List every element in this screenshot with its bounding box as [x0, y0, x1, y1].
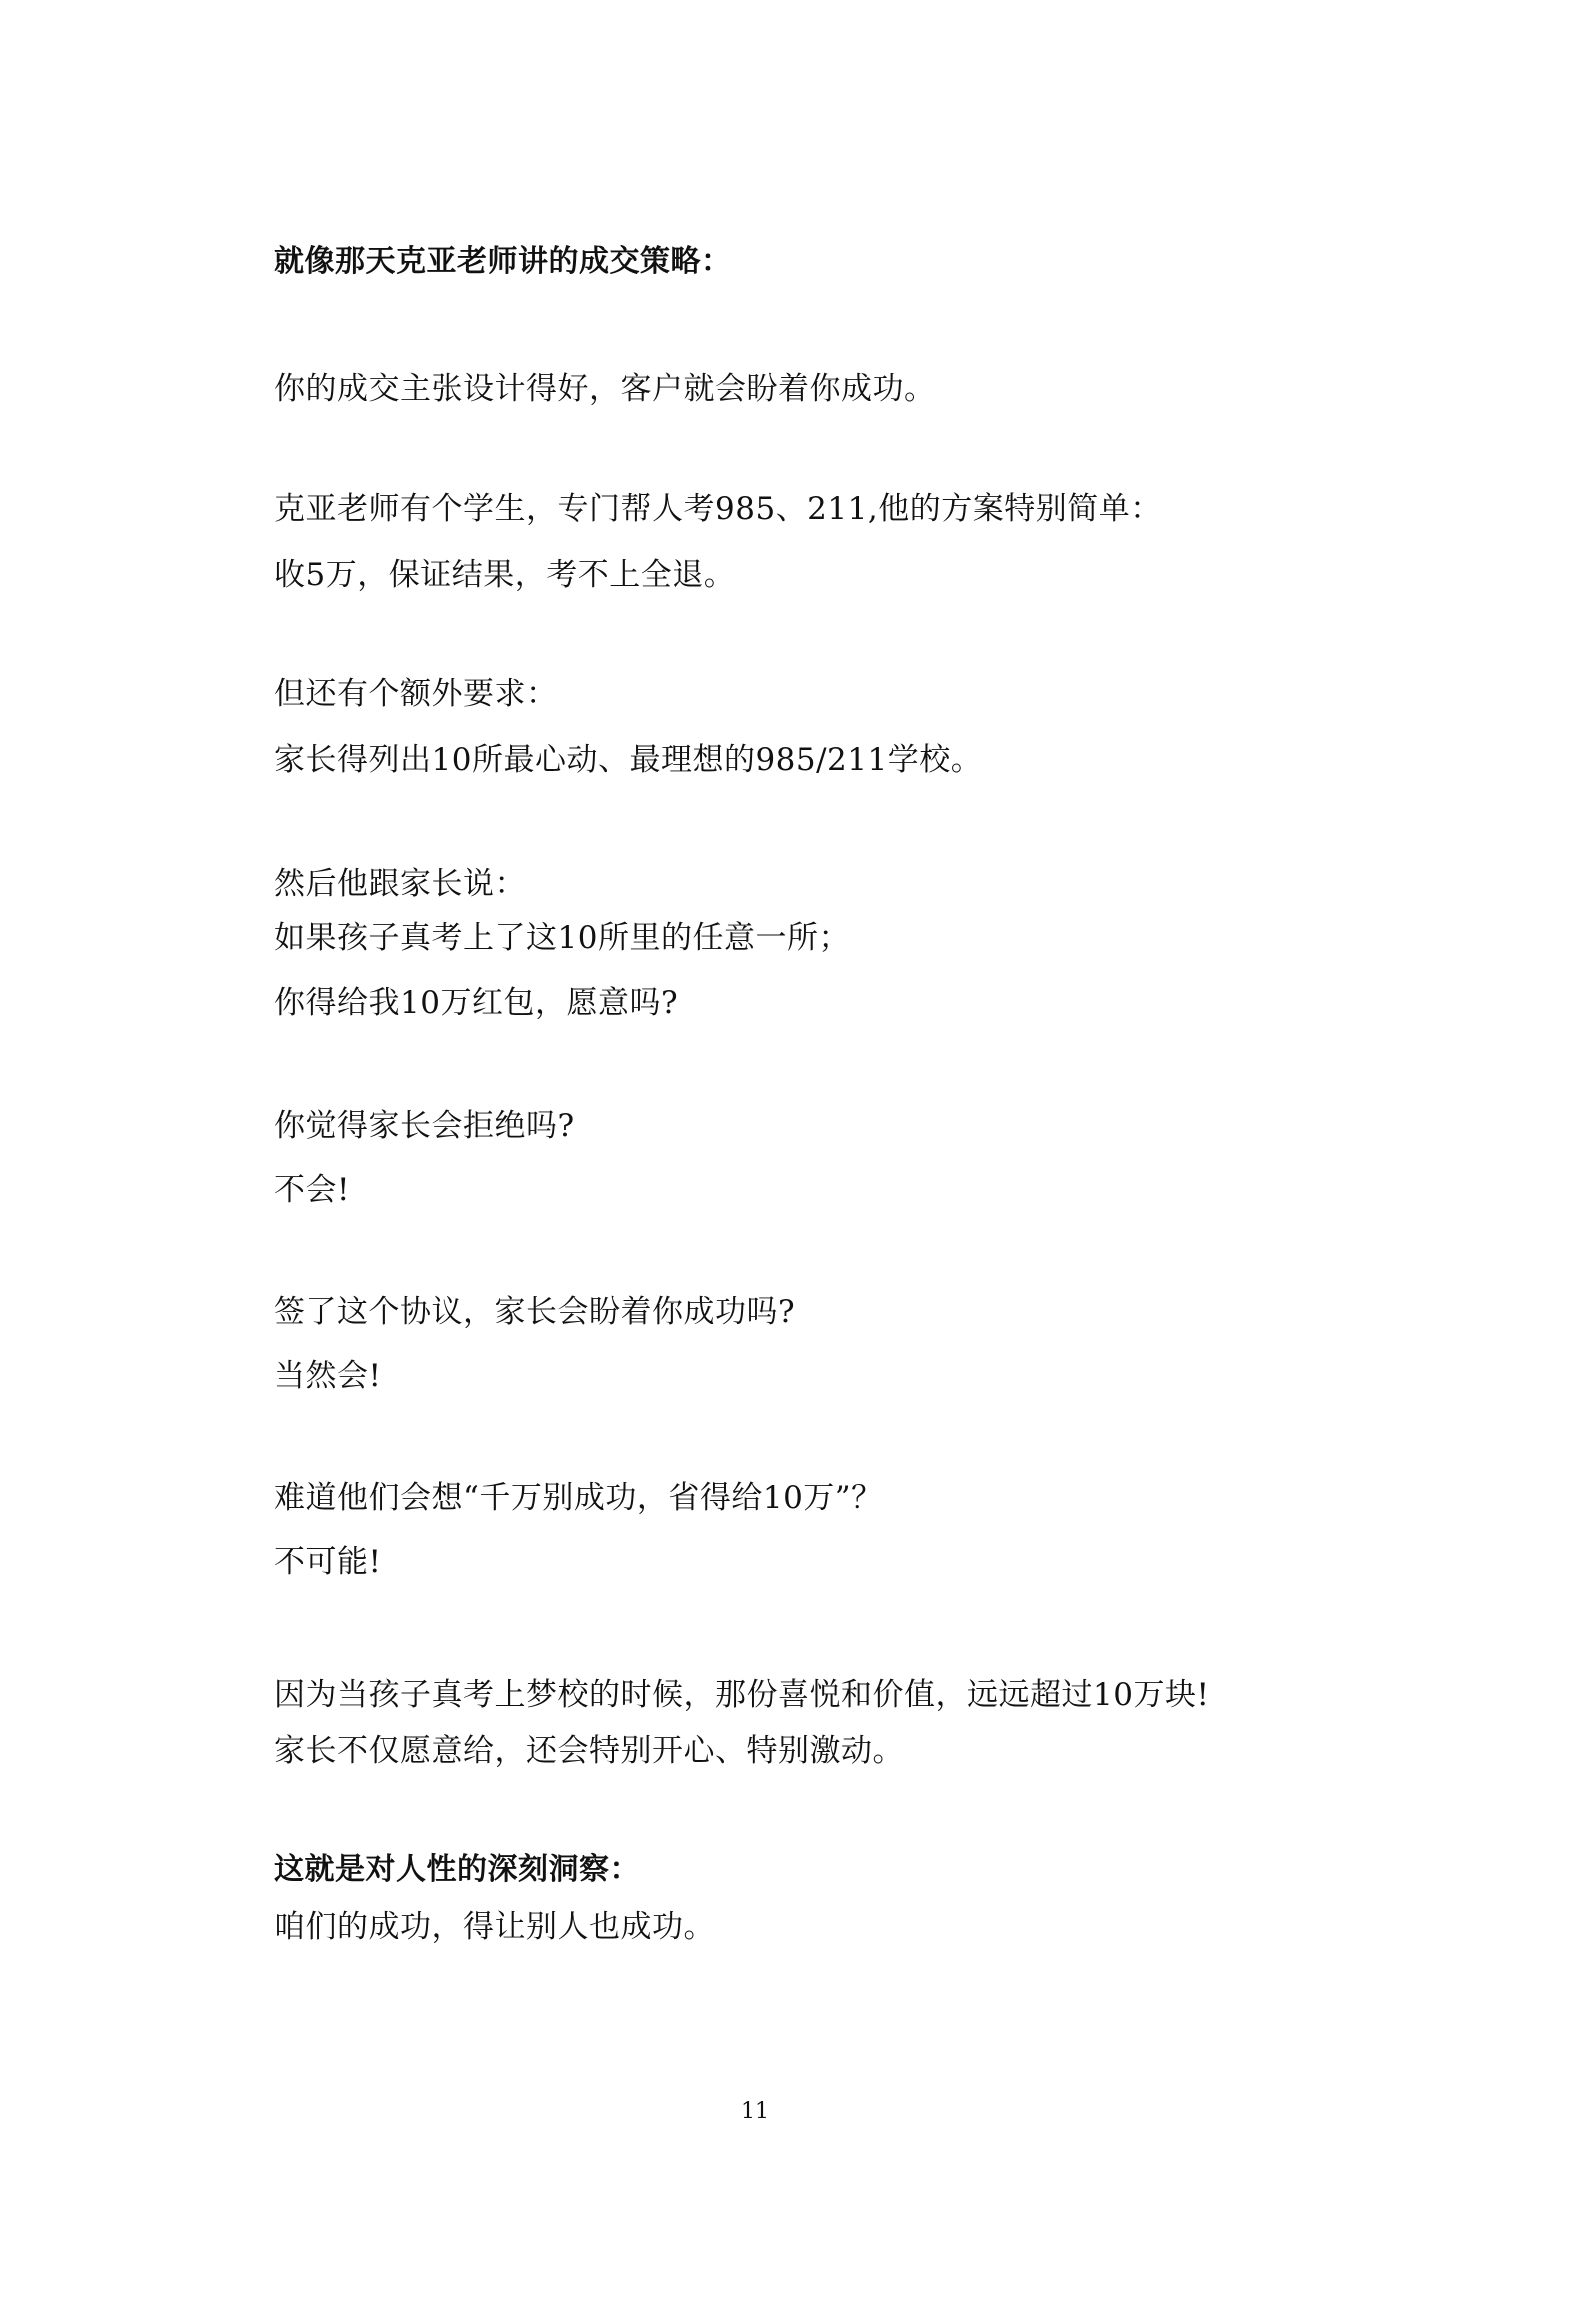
page-number: 11 — [741, 2099, 769, 2124]
paragraph-line: 你的成交主张设计得好，客户就会盼着你成功。 — [274, 371, 936, 407]
heading-closing-strategy: 就像那天克亚老师讲的成交策略： — [274, 244, 732, 279]
paragraph-line: 然后他跟家长说： — [274, 866, 526, 902]
paragraph-line: 因为当孩子真考上梦校的时候，那份喜悦和价值，远远超过10万块! — [274, 1677, 1210, 1713]
paragraph-line: 你得给我10万红包，愿意吗? — [274, 985, 679, 1021]
paragraph-line: 克亚老师有个学生，专门帮人考985、211,他的方案特别简单： — [274, 491, 1162, 527]
paragraph-line: 家长得列出10所最心动、最理想的985/211学校。 — [274, 742, 983, 778]
paragraph-line: 收5万，保证结果，考不上全退。 — [274, 557, 736, 593]
paragraph-line: 不会! — [274, 1172, 350, 1208]
paragraph-line: 但还有个额外要求： — [274, 676, 558, 712]
heading-human-insight: 这就是对人性的深刻洞察： — [274, 1852, 640, 1887]
paragraph-line: 咱们的成功，得让别人也成功。 — [274, 1909, 715, 1945]
paragraph-line: 不可能! — [274, 1544, 382, 1580]
paragraph-line: 难道他们会想“千万别成功，省得给10万”？ — [274, 1480, 883, 1516]
paragraph-line: 你觉得家长会拒绝吗? — [274, 1108, 575, 1144]
paragraph-line: 如果孩子真考上了这10所里的任意一所； — [274, 920, 850, 956]
paragraph-line: 家长不仅愿意给，还会特别开心、特别激动。 — [274, 1733, 904, 1769]
paragraph-line: 签了这个协议，家长会盼着你成功吗? — [274, 1294, 796, 1330]
paragraph-line: 当然会! — [274, 1358, 382, 1394]
